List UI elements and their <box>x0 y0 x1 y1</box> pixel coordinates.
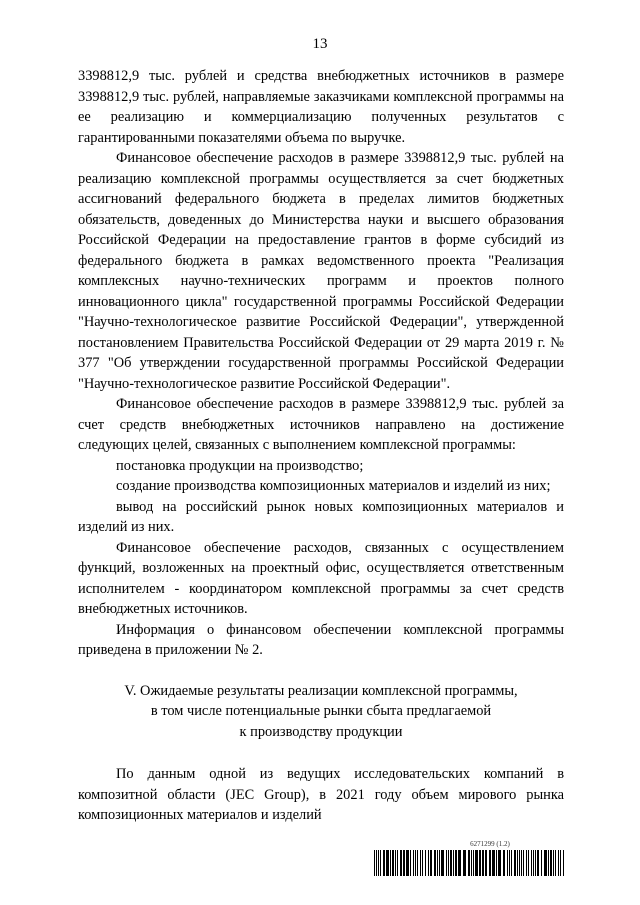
section-heading <box>78 681 564 743</box>
paragraph-1: 3398812,9 тыс. рублей и средства внебюджетных источников в размере 3398812,9 тыс. рублей, направляемые заказчиками комплексной программы на ее реализацию и коммерциализацию полученных результатов с гарантированными показателями объема по выручке. <box>78 68 564 146</box>
page-number: 13 <box>312 36 328 52</box>
document-code: 6271299 (1.2) <box>470 840 510 848</box>
paragraph-3: Финансовое обеспечение расходов в размере 3398812,9 тыс. рублей за счет средств внебюджетных источников направлено на достижение следующих целей, связанных с выполнением комплексной программы: <box>78 396 564 453</box>
document-body <box>78 66 564 826</box>
closing-paragraph: По данным одной из ведущих исследовательских компаний в композитной области (JEC Group), в 2021 году объем мирового рынка композиционных материалов и изделий <box>78 766 564 823</box>
paragraph-5: Информация о финансовом обеспечении комплексной программы приведена в приложении № 2. <box>78 621 564 658</box>
list-item-3: вывод на российский рынок новых композиционных материалов и изделий из них. <box>78 498 564 535</box>
paragraph-4: Финансовое обеспечение расходов, связанных с осуществлением функций, возложенных на проектный офис, осуществляется ответственным исполнителем - координатором комплексной программы за счет средств внебюджетных источников. <box>78 539 564 617</box>
section-heading-line-3: к производству продукции <box>239 723 403 740</box>
paragraph-2: Финансовое обеспечение расходов в размере 3398812,9 тыс. рублей на реализацию комплексной программы осуществляется за счет бюджетных ассигнований федерального бюджета в пределах лимитов бюджетных обязательств, доведенных до Министерства науки и высшего образования Российской Федерации на предоставление грантов в форме субсидий из федерального бюджета в рамках ведомственного проекта "Реализация комплексных научно-технических программ и проектов полного инновационного цикла" государственной программы Российской Федерации "Научно-технологическое развитие Российской Федерации", утвержденной постановлением Правительства Российской Федерации от 29 марта 2019 г. № 377 "Об утверждении государственной программы Российской Федерации "Научно-технологическое развитие Российской Федерации". <box>78 150 564 392</box>
document-footer <box>374 840 566 876</box>
list-item-1: постановка продукции на производство; <box>116 457 364 474</box>
barcode-image <box>374 850 566 876</box>
section-heading-line-2: в том числе потенциальные рынки сбыта предлагаемой <box>150 703 492 719</box>
list-item-2: создание производства композиционных материалов и изделий из них; <box>116 478 551 494</box>
section-heading-line-1: V. Ожидаемые результаты реализации комплексной программы, <box>124 682 518 699</box>
